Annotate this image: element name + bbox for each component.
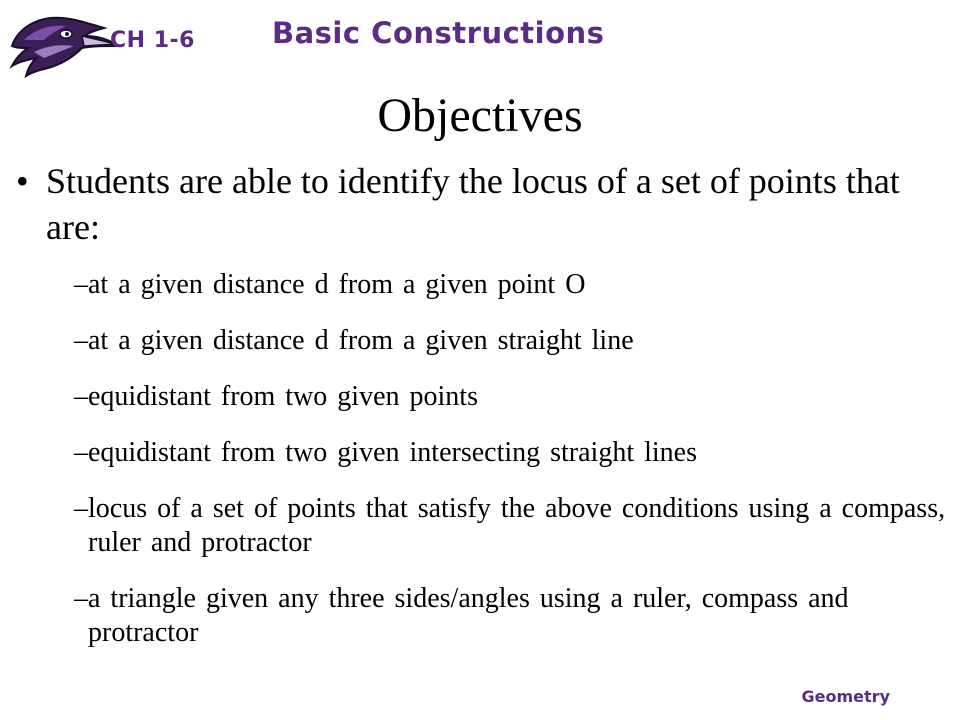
list-item — [42, 380, 946, 414]
dash-mark: – — [74, 493, 88, 524]
list-item — [42, 268, 946, 302]
list-item — [42, 436, 946, 470]
bullet-mark: • — [16, 161, 29, 201]
list-item-text: at a given distance d from a given point O — [88, 269, 586, 300]
main-bullet — [16, 158, 946, 250]
slide-title: Objectives — [377, 89, 583, 142]
bullet-text: Students are able to identify the locus of a set of points that are: — [46, 161, 900, 247]
dash-mark: – — [74, 437, 88, 468]
list-item — [42, 492, 946, 560]
dash-mark: – — [74, 381, 88, 412]
subject-footer: Geometry — [801, 687, 890, 706]
list-item-text: at a given distance d from a given straight line — [88, 325, 634, 356]
list-item-text: equidistant from two given points — [88, 381, 478, 412]
raven-logo-icon — [4, 6, 122, 78]
dash-mark: – — [74, 325, 88, 356]
chapter-label: CH 1-6 — [110, 28, 195, 53]
dash-mark: – — [74, 269, 88, 300]
topic-title: Basic Constructions — [272, 16, 605, 50]
list-item-text: a triangle given any three sides/angles using a ruler, compass and protractor — [88, 583, 849, 648]
objectives-list — [16, 158, 946, 672]
list-item-text: locus of a set of points that satisfy the above conditions using a compass, ruler and protractor — [88, 493, 946, 558]
list-item — [42, 582, 946, 650]
list-item — [42, 324, 946, 358]
list-item-text: equidistant from two given intersecting straight lines — [88, 437, 697, 468]
dash-mark: – — [74, 583, 88, 614]
